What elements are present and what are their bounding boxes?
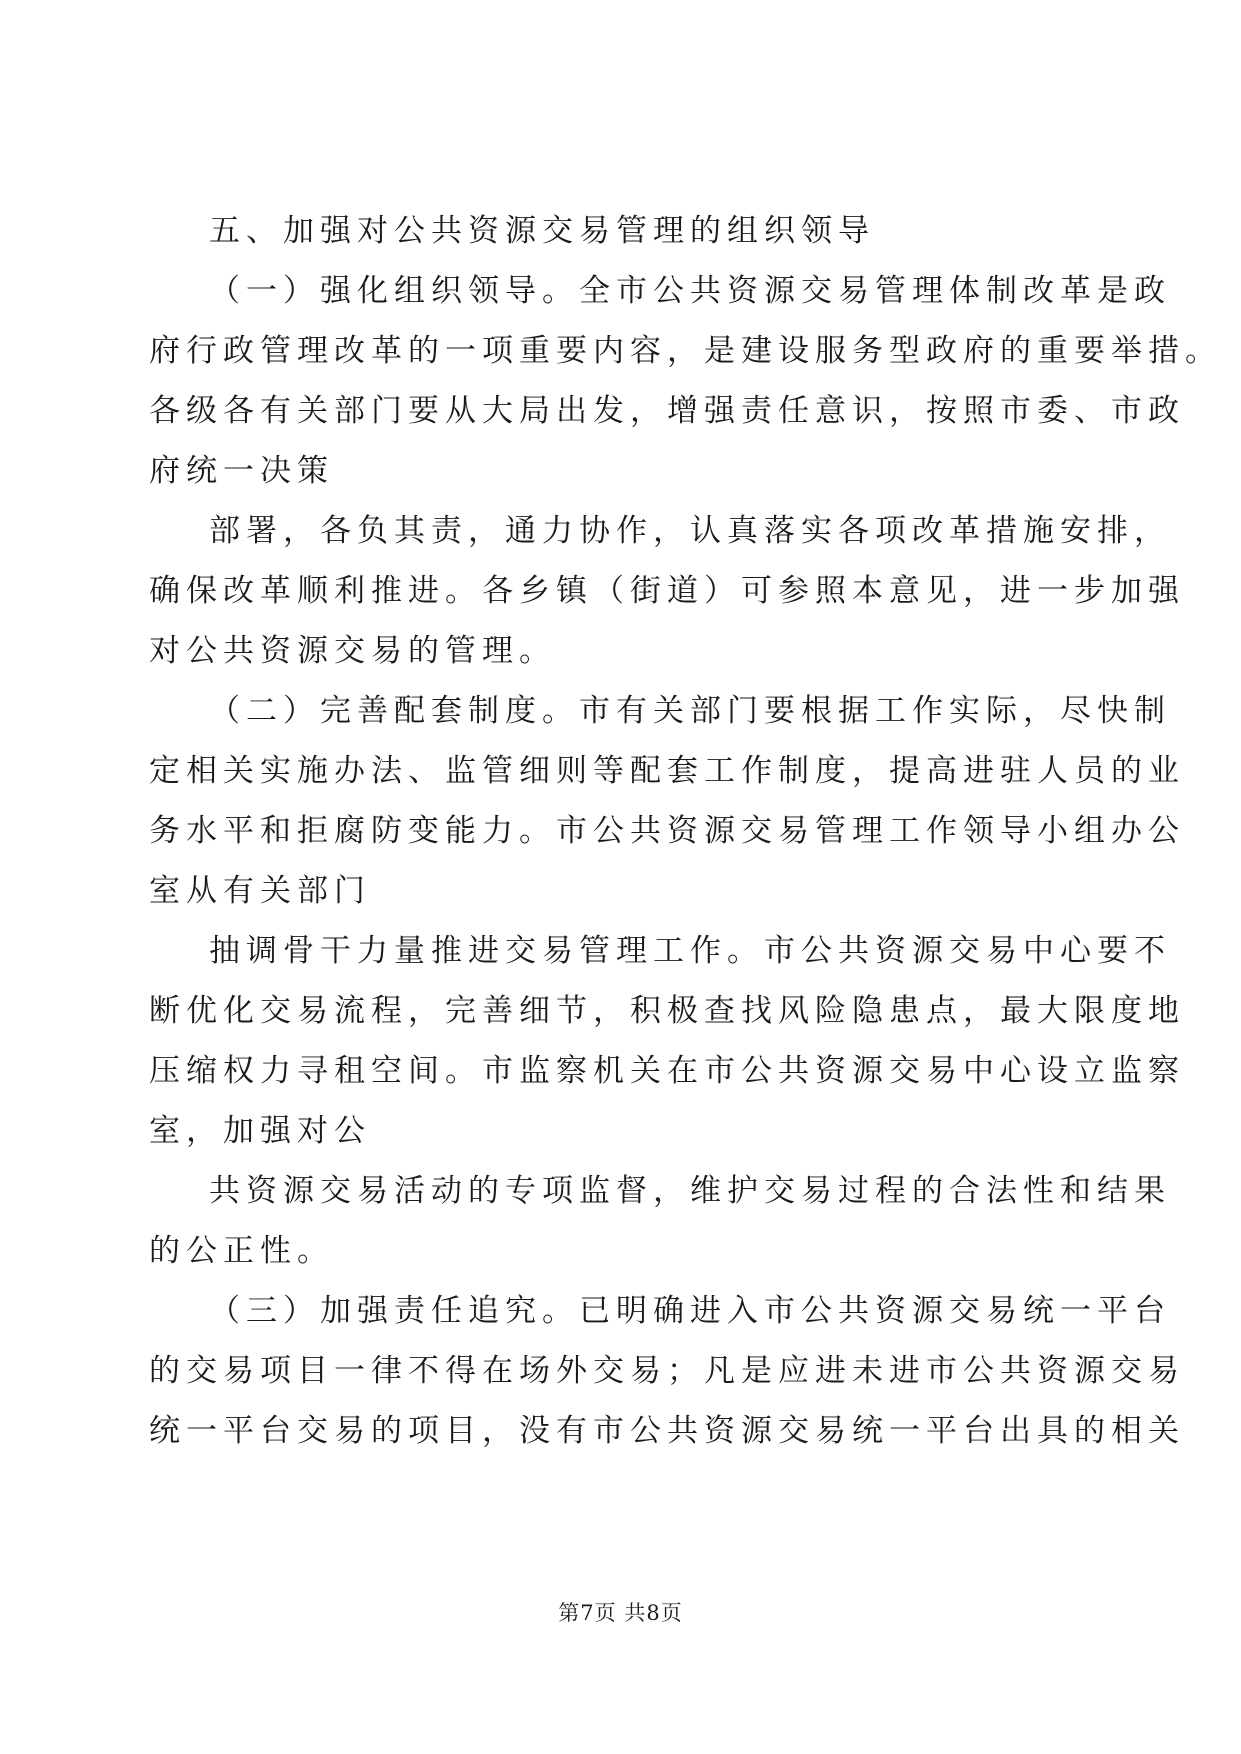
paragraph-line: 抽调骨干力量推进交易管理工作。市公共资源交易中心要不	[209, 933, 1171, 969]
paragraph-line: （一）强化组织领导。全市公共资源交易管理体制改革是政	[209, 273, 1171, 309]
section-heading: 五、加强对公共资源交易管理的组织领导	[209, 213, 875, 249]
paragraph-line: 府统一决策	[149, 453, 334, 489]
paragraph-line: 室从有关部门	[149, 873, 371, 909]
paragraph-line: 务水平和拒腐防变能力。市公共资源交易管理工作领导小组办公	[149, 813, 1185, 849]
paragraph-line: 对公共资源交易的管理。	[149, 633, 556, 669]
paragraph-line: （三）加强责任追究。已明确进入市公共资源交易统一平台	[209, 1293, 1171, 1329]
paragraph-line: 室，加强对公	[149, 1113, 371, 1149]
paragraph-line: 确保改革顺利推进。各乡镇（街道）可参照本意见，进一步加强	[149, 573, 1185, 609]
paragraph-line: 的交易项目一律不得在场外交易；凡是应进未进市公共资源交易	[149, 1353, 1185, 1389]
paragraph-line: 定相关实施办法、监管细则等配套工作制度，提高进驻人员的业	[149, 753, 1185, 789]
paragraph-line: 各级各有关部门要从大局出发，增强责任意识，按照市委、市政	[149, 393, 1185, 429]
paragraph-line: 断优化交易流程，完善细节，积极查找风险隐患点，最大限度地	[149, 993, 1185, 1029]
paragraph-line: 统一平台交易的项目，没有市公共资源交易统一平台出具的相关	[149, 1413, 1185, 1449]
paragraph-line: 部署，各负其责，通力协作，认真落实各项改革措施安排，	[209, 513, 1171, 549]
paragraph-line: 压缩权力寻租空间。市监察机关在市公共资源交易中心设立监察	[149, 1053, 1185, 1089]
paragraph-line: 府行政管理改革的一项重要内容，是建设服务型政府的重要举措。	[149, 333, 1222, 369]
paragraph-line: （二）完善配套制度。市有关部门要根据工作实际，尽快制	[209, 693, 1171, 729]
page-number-footer: 第7页 共8页	[558, 1601, 683, 1625]
paragraph-line: 的公正性。	[149, 1233, 334, 1269]
paragraph-line: 共资源交易活动的专项监督，维护交易过程的合法性和结果	[209, 1173, 1171, 1209]
